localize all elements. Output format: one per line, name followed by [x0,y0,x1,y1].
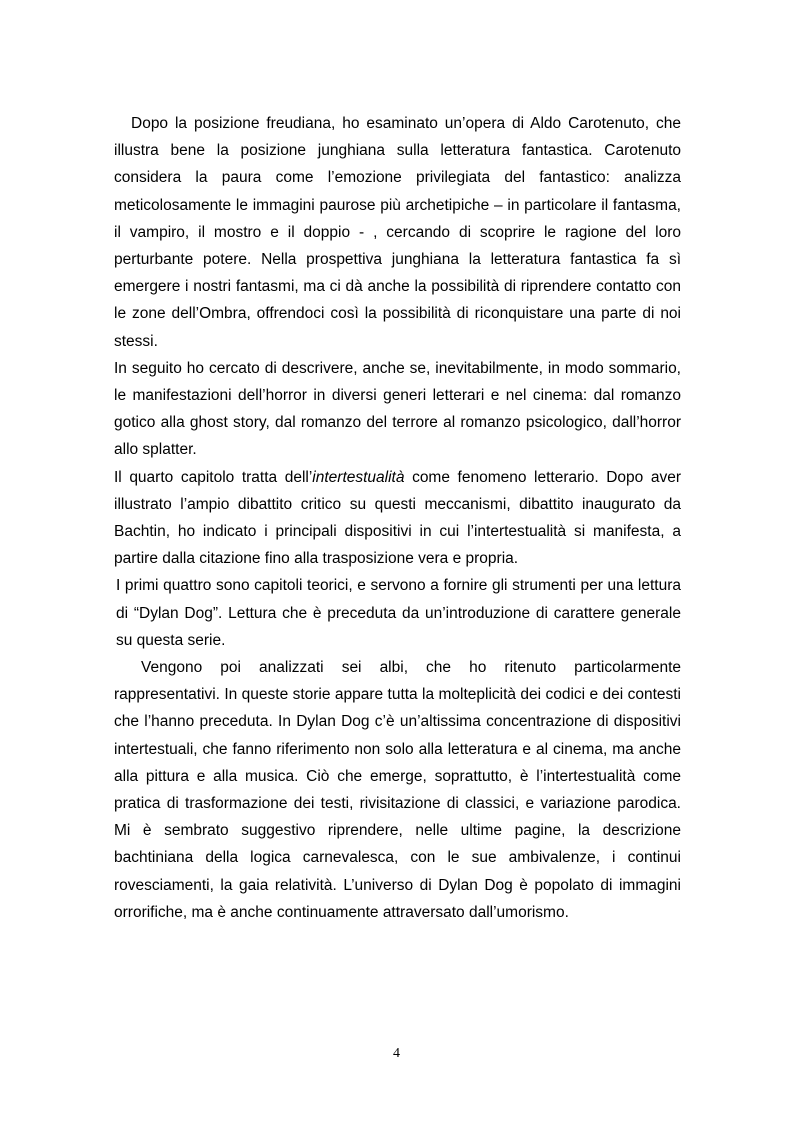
paragraph-4: I primi quattro sono capitoli teorici, e servono a fornire gli strumenti per una lettura di “Dylan Dog”. Lettura che è preceduta da un’introduzione di carattere generale su questa serie. [116,577,681,649]
paragraph-1: Dopo la posizione freudiana, ho esaminato un’opera di Aldo Carotenuto, che illustra bene la posizione junghiana sulla letteratura fantastica. Carotenuto considera la paura come l’emozione privilegiata del fantastico: analizza meticolosamente le immagini paurose più archetipiche – in particolare il fantasma, il vampiro, il mostro e il doppio - , cercando di scoprire le ragione del loro perturbante potere. Nella prospettiva junghiana la letteratura fantastica fa sì emergere i nostri fantasmi, ma ci dà anche la possibilità di riprendere contatto con le zone dell’Ombra, offrendoci così la possibilità di riconquistare una parte di noi stessi. [114,115,681,350]
body-text [114,110,681,926]
paragraph-3-rest: come fenomeno letterario. Dopo aver illustrato l’ampio dibattito critico su questi meccanismi, dibattito inaugurato da Bachtin, ho indicato i principali dispositivi in cui l’intertestualità si manifesta, a partire dalla citazione fino alla trasposizione vera e propria. [114,468,681,568]
paragraph-2: In seguito ho cercato di descrivere, anche se, inevitabilmente, in modo sommario, le manifestazioni dell’horror in diversi generi letterari e nel cinema: dal romanzo gotico alla ghost story, dal romanzo del terrore al romanzo psicologico, dall’horror allo splatter. [114,359,681,459]
paragraph-3 [114,464,681,573]
paragraph-3-italic-term: intertestualità [312,468,405,486]
page-number: 4 [393,1046,400,1061]
paragraph-3-lead: Il quarto capitolo tratta dell’ [114,468,313,486]
paragraph-5: Vengono poi analizzati sei albi, che ho ritenuto particolarmente rappresentativi. In queste storie appare tutta la molteplicità dei codici e dei contesti che l’hanno preceduta. In Dylan Dog c’è un’altissima concentrazione di dispositivi intertestuali, che fanno riferimento non solo alla letteratura e al cinema, ma anche alla pittura e alla musica. Ciò che emerge, soprattutto, è l’intertestualità come pratica di trasformazione dei testi, rivisitazione di classici, e variazione parodica. Mi è sembrato suggestivo riprendere, nelle ultime pagine, la descrizione bachtiniana della logica carnevalesca, con le sue ambivalenze, i continui rovesciamenti, la gaia relatività. L’universo di Dylan Dog è popolato di immagini orrorifiche, ma è anche continuamente attraversato dall’umorismo. [114,659,681,921]
